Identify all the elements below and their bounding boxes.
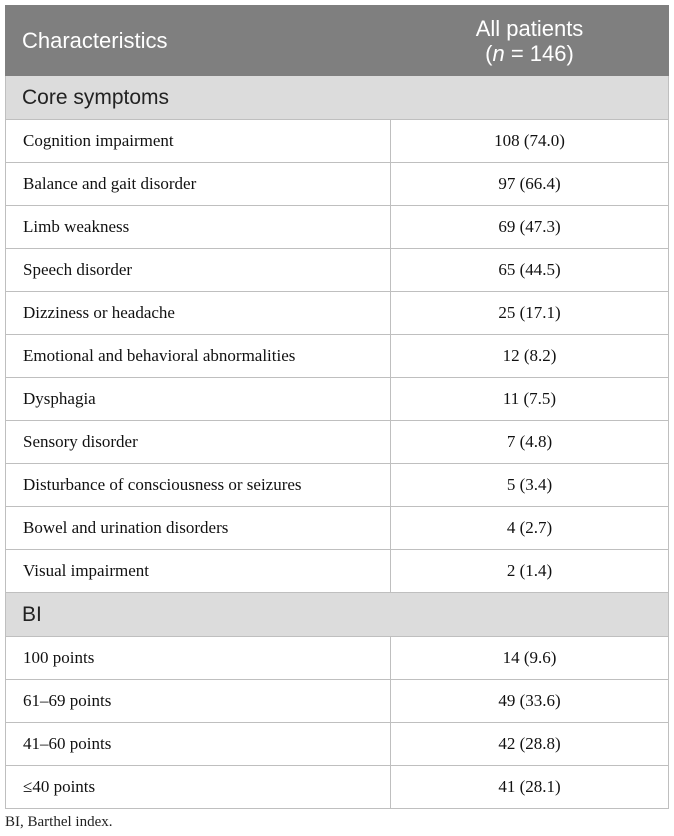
row-value: 2 (1.4): [391, 550, 669, 593]
row-label: Dysphagia: [6, 378, 391, 421]
header-all-patients-label: All patients: [475, 15, 584, 41]
table-row: [6, 766, 669, 809]
header-n-count: = 146): [504, 40, 574, 66]
row-value: 7 (4.8): [391, 421, 669, 464]
row-label: Cognition impairment: [6, 120, 391, 163]
row-label: 100 points: [6, 637, 391, 680]
table-row: [6, 680, 669, 723]
row-label: Balance and gait disorder: [6, 163, 391, 206]
section-row-core-symptoms: [6, 76, 669, 120]
table-row: [6, 120, 669, 163]
table-row: [6, 507, 669, 550]
section-title: Core symptoms: [6, 76, 669, 120]
section-row-bi: [6, 593, 669, 637]
row-value: 42 (28.8): [391, 723, 669, 766]
row-value: 11 (7.5): [391, 378, 669, 421]
row-value: 97 (66.4): [391, 163, 669, 206]
row-value: 41 (28.1): [391, 766, 669, 809]
row-value: 4 (2.7): [391, 507, 669, 550]
table-row: [6, 637, 669, 680]
header-characteristics: Characteristics: [6, 6, 391, 76]
table-row: [6, 206, 669, 249]
row-value: 12 (8.2): [391, 335, 669, 378]
row-value: 65 (44.5): [391, 249, 669, 292]
row-label: Speech disorder: [6, 249, 391, 292]
section-title: BI: [6, 593, 669, 637]
table-row: [6, 464, 669, 507]
row-label: Sensory disorder: [6, 421, 391, 464]
row-label: Visual impairment: [6, 550, 391, 593]
row-value: 5 (3.4): [391, 464, 669, 507]
table-row: [6, 249, 669, 292]
row-label: Dizziness or headache: [6, 292, 391, 335]
row-value: 69 (47.3): [391, 206, 669, 249]
table-row: [6, 292, 669, 335]
header-all-patients: All patients (n = 146): [391, 6, 669, 76]
row-value: 25 (17.1): [391, 292, 669, 335]
row-label: ≤40 points: [6, 766, 391, 809]
table-header-row: [6, 6, 669, 76]
table-footnote: BI, Barthel index.: [5, 814, 113, 830]
row-value: 49 (33.6): [391, 680, 669, 723]
row-label: 41–60 points: [6, 723, 391, 766]
header-n-variable: n: [492, 40, 505, 66]
row-label: 61–69 points: [6, 680, 391, 723]
table-row: [6, 335, 669, 378]
row-label: Limb weakness: [6, 206, 391, 249]
table-row: [6, 421, 669, 464]
row-value: 14 (9.6): [391, 637, 669, 680]
table-row: [6, 723, 669, 766]
table-row: [6, 550, 669, 593]
row-label: Bowel and urination disorders: [6, 507, 391, 550]
table-row: [6, 163, 669, 206]
row-value: 108 (74.0): [391, 120, 669, 163]
row-label: Disturbance of consciousness or seizures: [6, 464, 391, 507]
characteristics-table: [5, 5, 669, 809]
row-label: Emotional and behavioral abnormalities: [6, 335, 391, 378]
table-row: [6, 378, 669, 421]
